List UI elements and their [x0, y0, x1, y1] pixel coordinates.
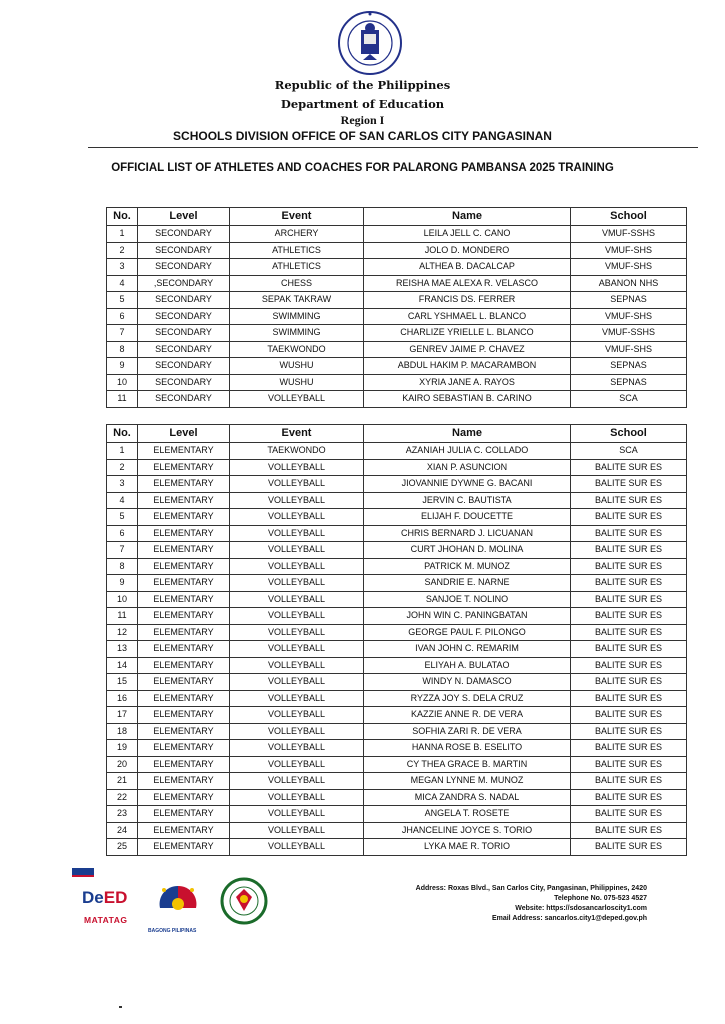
column-header: No.: [107, 208, 138, 226]
secondary-table-body: [107, 226, 687, 408]
column-header: Event: [230, 425, 364, 443]
table-cell: ELEMENTARY: [138, 674, 230, 691]
table-cell: VMUF-SSHS: [571, 226, 687, 243]
table-cell: 15: [107, 674, 138, 691]
table-cell: JERVIN C. BAUTISTA: [364, 492, 571, 509]
table-cell: CHRIS BERNARD J. LICUANAN: [364, 525, 571, 542]
table-cell: SWIMMING: [230, 308, 364, 325]
table-cell: 2: [107, 242, 138, 259]
elementary-table-body: [107, 443, 687, 856]
table-cell: BALITE SUR ES: [571, 459, 687, 476]
table-cell: 4: [107, 492, 138, 509]
table-cell: 7: [107, 542, 138, 559]
table-cell: VOLLEYBALL: [230, 674, 364, 691]
table-cell: IVAN JOHN C. REMARIM: [364, 641, 571, 658]
table-cell: 8: [107, 558, 138, 575]
table-cell: 25: [107, 839, 138, 856]
table-row: [107, 525, 687, 542]
table-cell: ELIYAH A. BULATAO: [364, 657, 571, 674]
table-row: [107, 476, 687, 493]
bagong-pilipinas-label: BAGONG PILIPINAS: [148, 928, 197, 934]
table-row: [107, 459, 687, 476]
secondary-athletes-table: [106, 207, 687, 408]
scan-mark: [119, 1006, 122, 1008]
table-cell: VOLLEYBALL: [230, 740, 364, 757]
table-cell: ELEMENTARY: [138, 492, 230, 509]
table-cell: VOLLEYBALL: [230, 391, 364, 408]
office-heading: SCHOOLS DIVISION OFFICE OF SAN CARLOS CITY PANGASINAN: [173, 129, 552, 143]
footer-contact-block: [416, 884, 647, 924]
table-cell: ALTHEA B. DACALCAP: [364, 259, 571, 276]
table-cell: BALITE SUR ES: [571, 608, 687, 625]
table-cell: PATRICK M. MUNOZ: [364, 558, 571, 575]
table-cell: SEPNAS: [571, 358, 687, 375]
table-cell: VOLLEYBALL: [230, 789, 364, 806]
table-cell: 18: [107, 723, 138, 740]
deped-logo: DeED: [82, 888, 128, 907]
table-cell: SECONDARY: [138, 374, 230, 391]
footer-telephone: Telephone No. 075-523 4527: [554, 895, 647, 902]
table-cell: 11: [107, 608, 138, 625]
table-cell: ELEMENTARY: [138, 591, 230, 608]
column-header: No.: [107, 425, 138, 443]
table-cell: HANNA ROSE B. ESELITO: [364, 740, 571, 757]
table-cell: 11: [107, 391, 138, 408]
table-cell: 17: [107, 707, 138, 724]
table-cell: VOLLEYBALL: [230, 657, 364, 674]
table-cell: SECONDARY: [138, 242, 230, 259]
table-row: [107, 341, 687, 358]
column-header: Name: [364, 208, 571, 226]
table-row: [107, 608, 687, 625]
matatag-logo: MATATAG: [84, 915, 128, 925]
table-cell: BALITE SUR ES: [571, 476, 687, 493]
table-cell: VMUF-SSHS: [571, 325, 687, 342]
table-cell: SECONDARY: [138, 226, 230, 243]
table-cell: REISHA MAE ALEXA R. VELASCO: [364, 275, 571, 292]
table-cell: ELEMENTARY: [138, 822, 230, 839]
table-cell: 13: [107, 641, 138, 658]
table-cell: SCA: [571, 391, 687, 408]
table-cell: ELEMENTARY: [138, 707, 230, 724]
table-row: [107, 674, 687, 691]
table-row: [107, 707, 687, 724]
table-cell: 5: [107, 292, 138, 309]
table-cell: RYZZA JOY S. DELA CRUZ: [364, 690, 571, 707]
column-header: School: [571, 425, 687, 443]
table-cell: ELEMENTARY: [138, 575, 230, 592]
document-title: OFFICIAL LIST OF ATHLETES AND COACHES FOR PALARONG PAMBANSA 2025 TRAINING: [111, 162, 614, 174]
table-cell: MEGAN LYNNE M. MUNOZ: [364, 773, 571, 790]
table-cell: SECONDARY: [138, 358, 230, 375]
table-cell: VOLLEYBALL: [230, 476, 364, 493]
table-cell: VOLLEYBALL: [230, 707, 364, 724]
table-row: [107, 756, 687, 773]
table-row: [107, 542, 687, 559]
table-cell: VOLLEYBALL: [230, 822, 364, 839]
table-row: [107, 839, 687, 856]
table-cell: 10: [107, 591, 138, 608]
table-cell: 19: [107, 740, 138, 757]
table-cell: BALITE SUR ES: [571, 740, 687, 757]
table-cell: 9: [107, 358, 138, 375]
footer-address: Address: Roxas Blvd., San Carlos City, Pangasinan, Philippines, 2420: [415, 885, 647, 892]
table-cell: WUSHU: [230, 374, 364, 391]
table-cell: VOLLEYBALL: [230, 459, 364, 476]
table-cell: KAIRO SEBASTIAN B. CARINO: [364, 391, 571, 408]
table-row: [107, 275, 687, 292]
table-cell: ELEMENTARY: [138, 624, 230, 641]
table-cell: ANGELA T. ROSETE: [364, 806, 571, 823]
table-row: [107, 358, 687, 375]
table-cell: VOLLEYBALL: [230, 542, 364, 559]
table-cell: ELEMENTARY: [138, 806, 230, 823]
table-cell: CARL YSHMAEL L. BLANCO: [364, 308, 571, 325]
table-header-row: [107, 208, 687, 226]
table-cell: TAEKWONDO: [230, 341, 364, 358]
table-cell: ELIJAH F. DOUCETTE: [364, 509, 571, 526]
table-cell: SECONDARY: [138, 259, 230, 276]
table-cell: WINDY N. DAMASCO: [364, 674, 571, 691]
deped-seal-logo: [337, 10, 403, 76]
table-cell: 22: [107, 789, 138, 806]
table-cell: ELEMENTARY: [138, 690, 230, 707]
table-cell: KAZZIE ANNE R. DE VERA: [364, 707, 571, 724]
republic-heading: Republic of the Philippines: [274, 78, 451, 92]
footer-red-stripe: [72, 875, 94, 877]
table-cell: 8: [107, 341, 138, 358]
table-cell: ELEMENTARY: [138, 756, 230, 773]
table-cell: ARCHERY: [230, 226, 364, 243]
elementary-athletes-table: [106, 424, 687, 856]
table-row: [107, 575, 687, 592]
table-row: [107, 723, 687, 740]
table-row: [107, 690, 687, 707]
table-cell: SOFHIA ZARI R. DE VERA: [364, 723, 571, 740]
bagong-pilipinas-logo: [150, 878, 206, 934]
table-cell: ELEMENTARY: [138, 476, 230, 493]
table-cell: WUSHU: [230, 358, 364, 375]
table-cell: XIAN P. ASUNCION: [364, 459, 571, 476]
table-cell: CHARLIZE YRIELLE L. BLANCO: [364, 325, 571, 342]
table-cell: ATHLETICS: [230, 242, 364, 259]
table-cell: ABANON NHS: [571, 275, 687, 292]
table-cell: 4: [107, 275, 138, 292]
table-cell: VOLLEYBALL: [230, 591, 364, 608]
department-heading: Department of Education: [280, 97, 445, 111]
column-header: School: [571, 208, 687, 226]
table-cell: BALITE SUR ES: [571, 707, 687, 724]
table-cell: BALITE SUR ES: [571, 822, 687, 839]
table-cell: VOLLEYBALL: [230, 509, 364, 526]
table-cell: SEPNAS: [571, 292, 687, 309]
column-header: Event: [230, 208, 364, 226]
table-cell: MICA ZANDRA S. NADAL: [364, 789, 571, 806]
table-cell: GEORGE PAUL F. PILONGO: [364, 624, 571, 641]
table-cell: BALITE SUR ES: [571, 773, 687, 790]
table-row: [107, 242, 687, 259]
table-cell: ELEMENTARY: [138, 773, 230, 790]
table-row: [107, 391, 687, 408]
table-cell: TAEKWONDO: [230, 443, 364, 460]
table-row: [107, 773, 687, 790]
table-cell: ELEMENTARY: [138, 542, 230, 559]
table-cell: ELEMENTARY: [138, 839, 230, 856]
table-cell: VOLLEYBALL: [230, 756, 364, 773]
table-cell: 12: [107, 624, 138, 641]
table-cell: ELEMENTARY: [138, 657, 230, 674]
table-cell: LYKA MAE R. TORIO: [364, 839, 571, 856]
table-cell: 23: [107, 806, 138, 823]
table-cell: 1: [107, 226, 138, 243]
table-cell: VOLLEYBALL: [230, 624, 364, 641]
table-row: [107, 591, 687, 608]
table-cell: 3: [107, 259, 138, 276]
table-cell: CY THEA GRACE B. MARTIN: [364, 756, 571, 773]
column-header: Name: [364, 425, 571, 443]
table-cell: 3: [107, 476, 138, 493]
table-cell: 1: [107, 443, 138, 460]
table-cell: ELEMENTARY: [138, 608, 230, 625]
table-row: [107, 443, 687, 460]
table-cell: ELEMENTARY: [138, 509, 230, 526]
table-cell: SWIMMING: [230, 325, 364, 342]
table-cell: 9: [107, 575, 138, 592]
table-cell: JOHN WIN C. PANINGBATAN: [364, 608, 571, 625]
table-cell: ELEMENTARY: [138, 641, 230, 658]
region-heading: Region I: [340, 113, 385, 127]
table-cell: VOLLEYBALL: [230, 723, 364, 740]
table-cell: VOLLEYBALL: [230, 773, 364, 790]
table-cell: VOLLEYBALL: [230, 492, 364, 509]
table-cell: BALITE SUR ES: [571, 509, 687, 526]
table-row: [107, 624, 687, 641]
table-cell: 10: [107, 374, 138, 391]
table-cell: VOLLEYBALL: [230, 641, 364, 658]
table-cell: ,SECONDARY: [138, 275, 230, 292]
footer-website[interactable]: Website: https://sdosancarloscity1.com: [515, 905, 647, 912]
table-cell: BALITE SUR ES: [571, 839, 687, 856]
table-cell: BALITE SUR ES: [571, 657, 687, 674]
table-row: [107, 308, 687, 325]
table-cell: VOLLEYBALL: [230, 575, 364, 592]
table-cell: BALITE SUR ES: [571, 674, 687, 691]
table-row: [107, 657, 687, 674]
table-row: [107, 509, 687, 526]
table-cell: BALITE SUR ES: [571, 806, 687, 823]
table-cell: BALITE SUR ES: [571, 492, 687, 509]
table-cell: BALITE SUR ES: [571, 624, 687, 641]
header-divider: [88, 147, 698, 148]
table-cell: BALITE SUR ES: [571, 575, 687, 592]
table-cell: VOLLEYBALL: [230, 839, 364, 856]
table-cell: SEPAK TAKRAW: [230, 292, 364, 309]
table-cell: ABDUL HAKIM P. MACARAMBON: [364, 358, 571, 375]
table-cell: VOLLEYBALL: [230, 608, 364, 625]
table-cell: VOLLEYBALL: [230, 558, 364, 575]
table-cell: SECONDARY: [138, 325, 230, 342]
table-row: [107, 374, 687, 391]
table-cell: VOLLEYBALL: [230, 806, 364, 823]
table-cell: ELEMENTARY: [138, 723, 230, 740]
table-cell: BALITE SUR ES: [571, 525, 687, 542]
table-row: [107, 806, 687, 823]
table-cell: ELEMENTARY: [138, 459, 230, 476]
table-cell: BALITE SUR ES: [571, 789, 687, 806]
table-cell: 24: [107, 822, 138, 839]
table-cell: GENREV JAIME P. CHAVEZ: [364, 341, 571, 358]
table-cell: BALITE SUR ES: [571, 690, 687, 707]
table-cell: CHESS: [230, 275, 364, 292]
table-cell: VMUF-SHS: [571, 259, 687, 276]
table-cell: JOLO D. MONDERO: [364, 242, 571, 259]
table-cell: SECONDARY: [138, 308, 230, 325]
table-cell: ATHLETICS: [230, 259, 364, 276]
table-cell: VOLLEYBALL: [230, 525, 364, 542]
table-row: [107, 789, 687, 806]
table-cell: CURT JHOHAN D. MOLINA: [364, 542, 571, 559]
table-cell: BALITE SUR ES: [571, 723, 687, 740]
table-row: [107, 822, 687, 839]
table-cell: BALITE SUR ES: [571, 591, 687, 608]
table-cell: VMUF-SHS: [571, 341, 687, 358]
table-row: [107, 558, 687, 575]
table-cell: SEPNAS: [571, 374, 687, 391]
table-cell: ELEMENTARY: [138, 525, 230, 542]
footer-email[interactable]: Email Address: sancarlos.city1@deped.gov.ph: [491, 915, 647, 922]
table-cell: SANDRIE E. NARNE: [364, 575, 571, 592]
column-header: Level: [138, 425, 230, 443]
table-cell: ELEMENTARY: [138, 443, 230, 460]
table-cell: 14: [107, 657, 138, 674]
table-cell: SECONDARY: [138, 391, 230, 408]
table-cell: SECONDARY: [138, 292, 230, 309]
table-cell: 21: [107, 773, 138, 790]
table-cell: BALITE SUR ES: [571, 641, 687, 658]
table-cell: XYRIA JANE A. RAYOS: [364, 374, 571, 391]
table-cell: SCA: [571, 443, 687, 460]
table-cell: BALITE SUR ES: [571, 542, 687, 559]
table-cell: JHANCELINE JOYCE S. TORIO: [364, 822, 571, 839]
table-cell: VMUF-SHS: [571, 308, 687, 325]
table-cell: SANJOE T. NOLINO: [364, 591, 571, 608]
table-cell: LEILA JELL C. CANO: [364, 226, 571, 243]
table-cell: ELEMENTARY: [138, 740, 230, 757]
table-cell: ELEMENTARY: [138, 558, 230, 575]
table-row: [107, 226, 687, 243]
table-cell: 5: [107, 509, 138, 526]
table-cell: 20: [107, 756, 138, 773]
table-row: [107, 740, 687, 757]
table-row: [107, 292, 687, 309]
table-row: [107, 641, 687, 658]
table-cell: 7: [107, 325, 138, 342]
table-cell: VMUF-SHS: [571, 242, 687, 259]
table-cell: 2: [107, 459, 138, 476]
column-header: Level: [138, 208, 230, 226]
sdo-san-carlos-seal: [220, 877, 268, 925]
table-header-row: [107, 425, 687, 443]
table-cell: 6: [107, 525, 138, 542]
table-row: [107, 259, 687, 276]
table-cell: SECONDARY: [138, 341, 230, 358]
table-cell: 6: [107, 308, 138, 325]
table-cell: ELEMENTARY: [138, 789, 230, 806]
table-cell: VOLLEYBALL: [230, 690, 364, 707]
table-cell: 16: [107, 690, 138, 707]
table-cell: FRANCIS DS. FERRER: [364, 292, 571, 309]
table-cell: AZANIAH JULIA C. COLLADO: [364, 443, 571, 460]
footer-blue-stripe: [72, 868, 94, 875]
table-cell: BALITE SUR ES: [571, 558, 687, 575]
table-row: [107, 325, 687, 342]
table-cell: BALITE SUR ES: [571, 756, 687, 773]
table-cell: JIOVANNIE DYWNE G. BACANI: [364, 476, 571, 493]
table-row: [107, 492, 687, 509]
